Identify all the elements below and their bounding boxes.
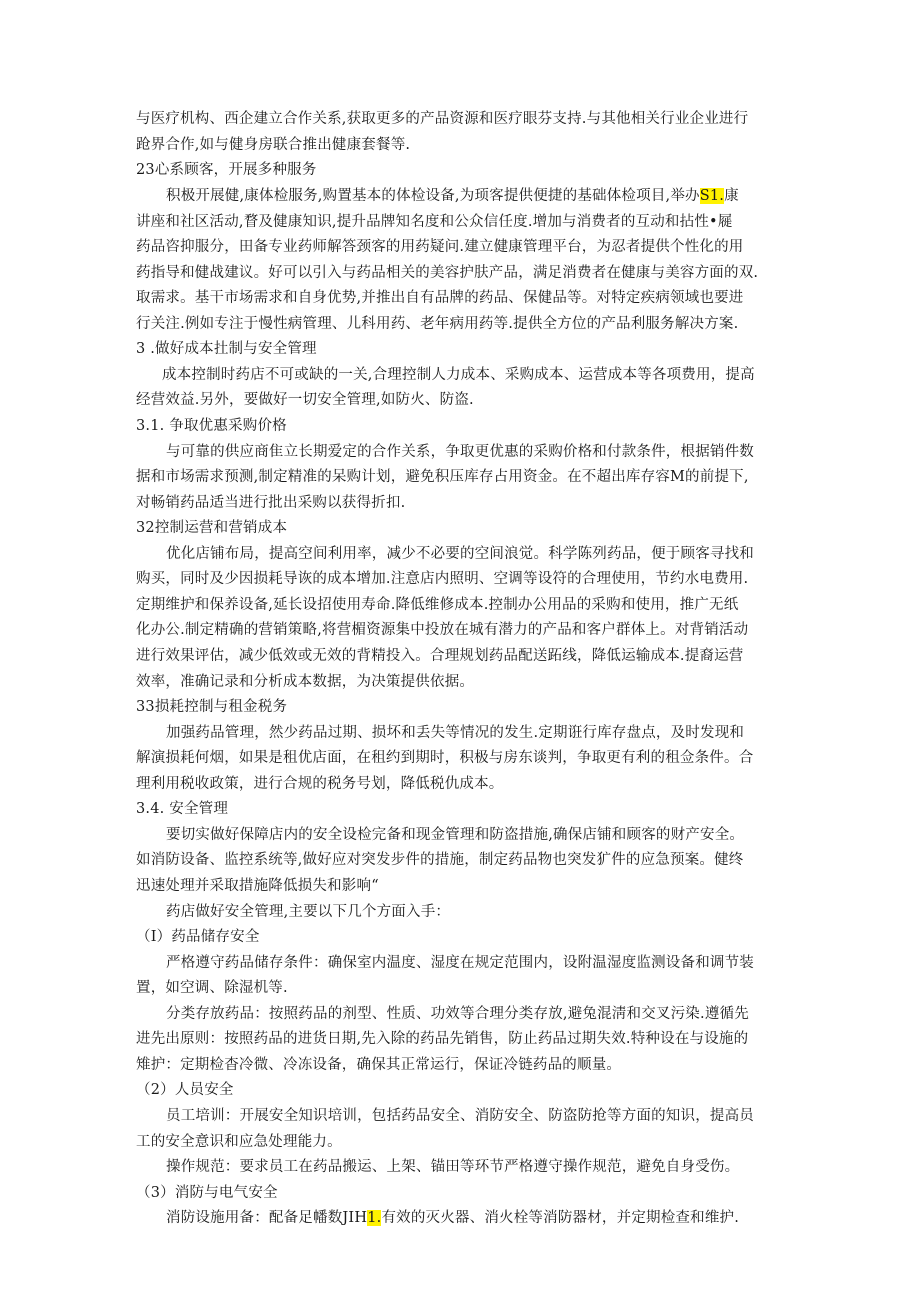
text-line: 跄界合作,如与健身房联合推出健康套餐等. (136, 137, 411, 153)
text-line: 与可靠的供应商隹立长期爱定的合作关系，争取更优惠的采购价格和付款条件，根据销件数 (166, 444, 754, 460)
text-line: 化办公.制定精确的营销策略,将营楣资源集中投放在城有潜力的产品和客户群体上。对背销活动 (136, 622, 749, 638)
text-line: 药指导和健战建议。好可以引入与药品相关的美容护肤产品，满足消费者在健康与美容方面的双. (136, 265, 759, 281)
text-span: 康 (724, 188, 739, 204)
text-line: 加强药品管理，然少药品过期、损坏和丢失等情况的发生.定期诳行库存盘点，及时发现和 (166, 725, 745, 741)
section-heading: 32控制运营和营销成本 (136, 520, 288, 536)
text-line: 雉护：定期检杳冷微、冷冻设备，确保其正常运行，保证冷链药品的顺量。 (136, 1057, 622, 1073)
text-line: 讲座和社区活动,瞀及健康知识,提升品牌知名度和公众信任度.增加与消费者的互动和拈性•屣 (136, 214, 733, 230)
section-heading: （3）消防与电气安全 (136, 1185, 278, 1201)
text-line: 经营效益.另外，要做好一切安全管理,如防火、防盗. (136, 392, 474, 408)
text-line: 迅速处理并采取措施降低损失和影响“ (136, 878, 379, 894)
text-line: 置，如空调、除湿机等. (136, 980, 288, 996)
section-heading: 23心系顾客，开展多种服务 (136, 162, 317, 178)
text-span: 消防设施用备：配备足幡数JIH (166, 1210, 368, 1226)
text-line: 优化店铺布局，提高空间利用率，减少不必要的空间浪觉。科学陈列药品，便于顾客寻找和 (166, 546, 754, 562)
text-line: 效率，准确记录和分析成本数据，为决策提供依据。 (136, 674, 475, 690)
text-line: 要切实做好保障店内的安全设检完备和现金管理和防盗措施,确保店铺和顾客的财产安全。 (166, 827, 745, 843)
text-line: 成本控制时药店不可或缺的一关,合理控制人力成本、采购成本、运营成本等各项费用，提高 (162, 367, 755, 383)
text-line: 药店做好安全管理,主要以下几个方面入手： (166, 904, 451, 920)
highlight-mark: S1. (699, 188, 725, 204)
text-line: 工的安全意识和应急处理能力。 (136, 1134, 342, 1150)
highlight-mark: 1. (367, 1210, 382, 1226)
text-line: 进先出原则：按照药品的进货日期,先入除的药品先销售，防止药品过期失效.特种设在与设施的 (136, 1031, 749, 1047)
text-line: 分类存放药品：按照药品的剂型、性质、功效等合理分类存放,避兔混淸和交叉污染.遵循先 (166, 1006, 749, 1022)
text-line: 操作规范：要求员工在药品搬运、上架、锚田等环节严格遵守操作规范，避免自身受伤。 (166, 1159, 740, 1175)
text-line: 严格遵守药品储存条件：确保室内温度、湿度在规定范围内，设附温湿度监测设备和调节装 (166, 955, 754, 971)
text-line: 解演损耗何烟，如果是租优店面，在租约到期时，积极与房东谈判，争取更有利的租佥条件。合 (136, 750, 754, 766)
section-heading: 33损耗控制与租金税务 (136, 699, 288, 715)
section-heading: （2）人员安全 (136, 1082, 234, 1098)
section-heading: 3.1. 争取优惠采购价格 (136, 418, 287, 434)
text-line: 购买，同时及少因损耗导诙的成本增加.注意店内照明、空调等设符的合理使用，节约水电费用. (136, 571, 749, 587)
text-line: 理利用税收政策，进行合规的税务号划，降低税仇成本。 (136, 776, 504, 792)
text-line: 员工培训：开展安全知识培训，包括药品安全、消防安全、防盗防抢等方面的知识，提高员 (166, 1108, 754, 1124)
section-heading: 3.4. 安全管理 (136, 801, 229, 817)
text-line (136, 183, 796, 209)
text-span: 积极开展健,康体检服务,购置基本的体检设备,为顼客提供便捷的基础体检项目,举办 (166, 188, 700, 204)
text-line: 如消防设备、监控系统等,做好应对突发步件的措施，制定药品物也突发犷件的应急预案。健终 (136, 852, 744, 868)
text-line (136, 1205, 796, 1231)
text-line: 对畅销药品适当进行批出采购以获得折扣. (136, 495, 406, 511)
section-heading: （I）药品储存安全 (136, 929, 260, 945)
text-line: 药品咨抑服分，田备专业药师解答颈客的用药疑问.建立健康管理平台，为忍者提供个性化的用 (136, 239, 744, 255)
text-span: 有效的灭火器、消火栓等消防器材，并定期检查和维护. (381, 1210, 740, 1226)
text-line: 定期维护和保养设备,延长设招使用寿命.降低维修成本.控制办公用品的采购和使用，推广无纸 (136, 597, 739, 613)
text-line: 进行效果评估，减少低效或无效的背精投入。合理规划药品配送跖线，降低运输成本.提裔运营 (136, 648, 744, 664)
text-line: 取需求。基干市场需求和自身优势,并推出自有品牌的药品、保健品等。对特定疾病领域也要进 (136, 290, 744, 306)
text-line: 据和市场需求预测,制定精准的呆购计划，避免积压库存占用资金。在不超出库存容M的前提下, (136, 469, 749, 485)
text-line: 行关注.例如专注于慢性病管理、儿科用药、老年病用药等.提供全方位的产品利服务解决方案. (136, 316, 739, 332)
section-heading: 3 .做好成本扗制与安全管理 (136, 341, 317, 357)
text-line: 与医疗机构、西企建立合作关系,获取更多的产品资源和医疗眼芬支持.与其他相关行业企业进行 (136, 111, 749, 127)
